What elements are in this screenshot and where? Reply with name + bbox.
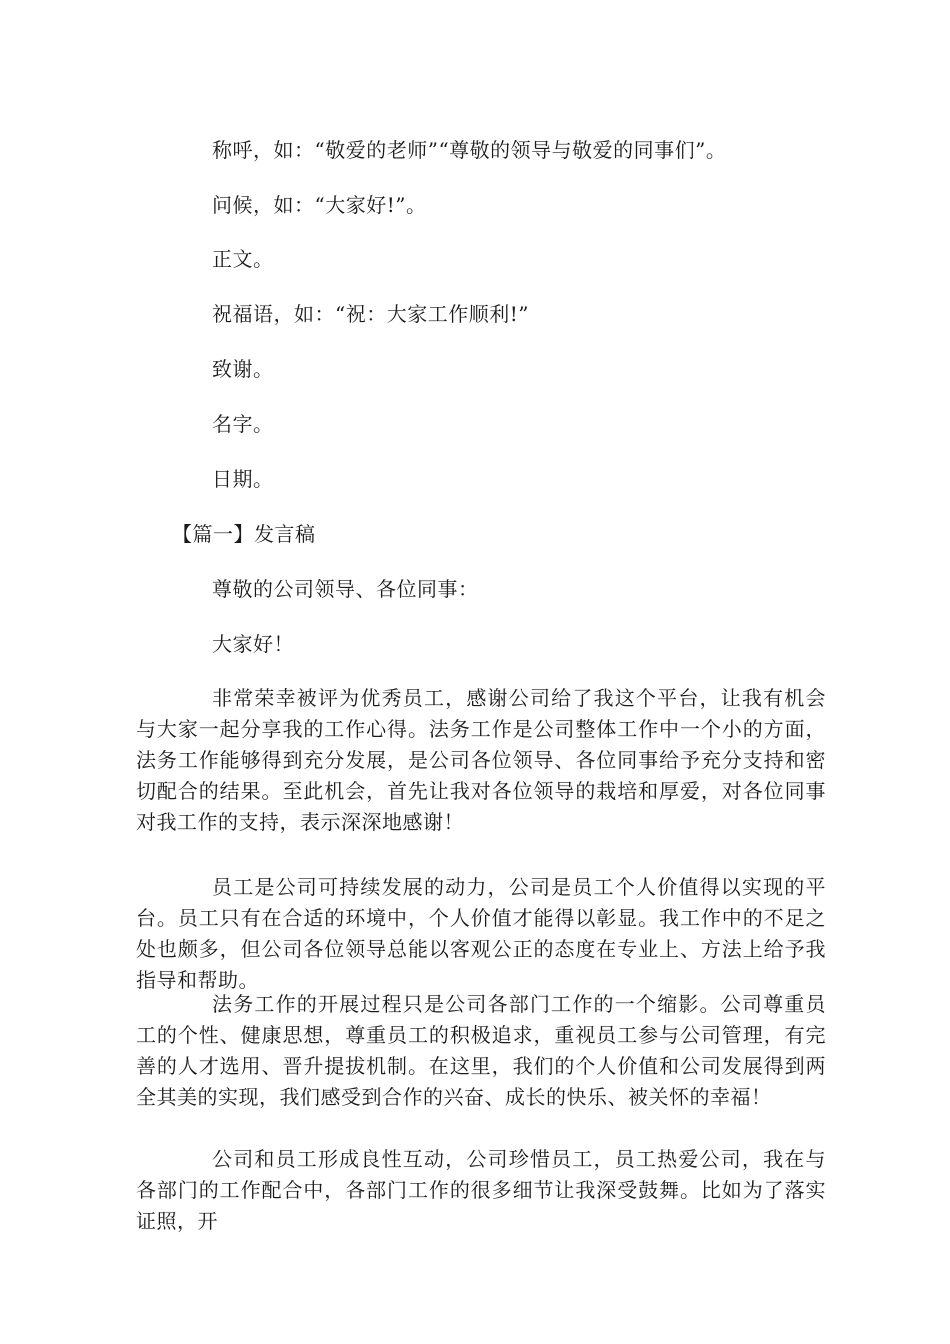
section-heading: 【篇一】发言稿 (172, 522, 316, 546)
format-item-name: 名字。 (212, 412, 274, 436)
speech-greeting: 大家好！ (212, 632, 294, 656)
format-item-blessing: 祝福语，如：“祝：大家工作顺利!” (212, 302, 529, 326)
speech-paragraph: 公司和员工形成良性互动，公司珍惜员工，员工热爱公司，我在与各部门的工作配合中，各部门工作的很多细节让我深受鼓舞。比如为了落实证照，开 (136, 1147, 826, 1233)
format-item-body: 正文。 (212, 247, 274, 271)
speech-paragraph: 非常荣幸被评为优秀员工，感谢公司给了我这个平台，让我有机会与大家一起分享我的工作心得。法务工作是公司整体工作中一个小的方面，法务工作能够得到充分发展，是公司各位领导、各位同事给予充分支持和密切配合的结果。至此机会，首先让我对各位领导的栽培和厚爱，对各位同事对我工作的支持，表示深深地感谢！ (136, 686, 826, 834)
format-item-thanks: 致谢。 (212, 357, 274, 381)
format-item-date: 日期。 (212, 467, 274, 491)
speech-paragraph: 法务工作的开展过程只是公司各部门工作的一个缩影。公司尊重员工的个性、健康思想，尊重员工的积极追求，重视员工参与公司管理，有完善的人才选用、晋升提拔机制。在这里，我们的个人价值和公司发展得到两全其美的实现，我们感受到合作的兴奋、成长的快乐、被关怀的幸福！ (136, 992, 826, 1109)
format-item-greeting: 问候，如：“大家好!”。 (212, 193, 427, 217)
speech-salutation: 尊敬的公司领导、各位同事： (212, 577, 479, 601)
speech-paragraph: 员工是公司可持续发展的动力，公司是员工个人价值得以实现的平台。员工只有在合适的环境中，个人价值才能得以彰显。我工作中的不足之处也颇多，但公司各位领导总能以客观公正的态度在专业上、方法上给予我指导和帮助。 (136, 875, 826, 992)
format-item-address: 称呼，如：“敬爱的老师”“尊敬的领导与敬爱的同事们”。 (212, 138, 727, 162)
